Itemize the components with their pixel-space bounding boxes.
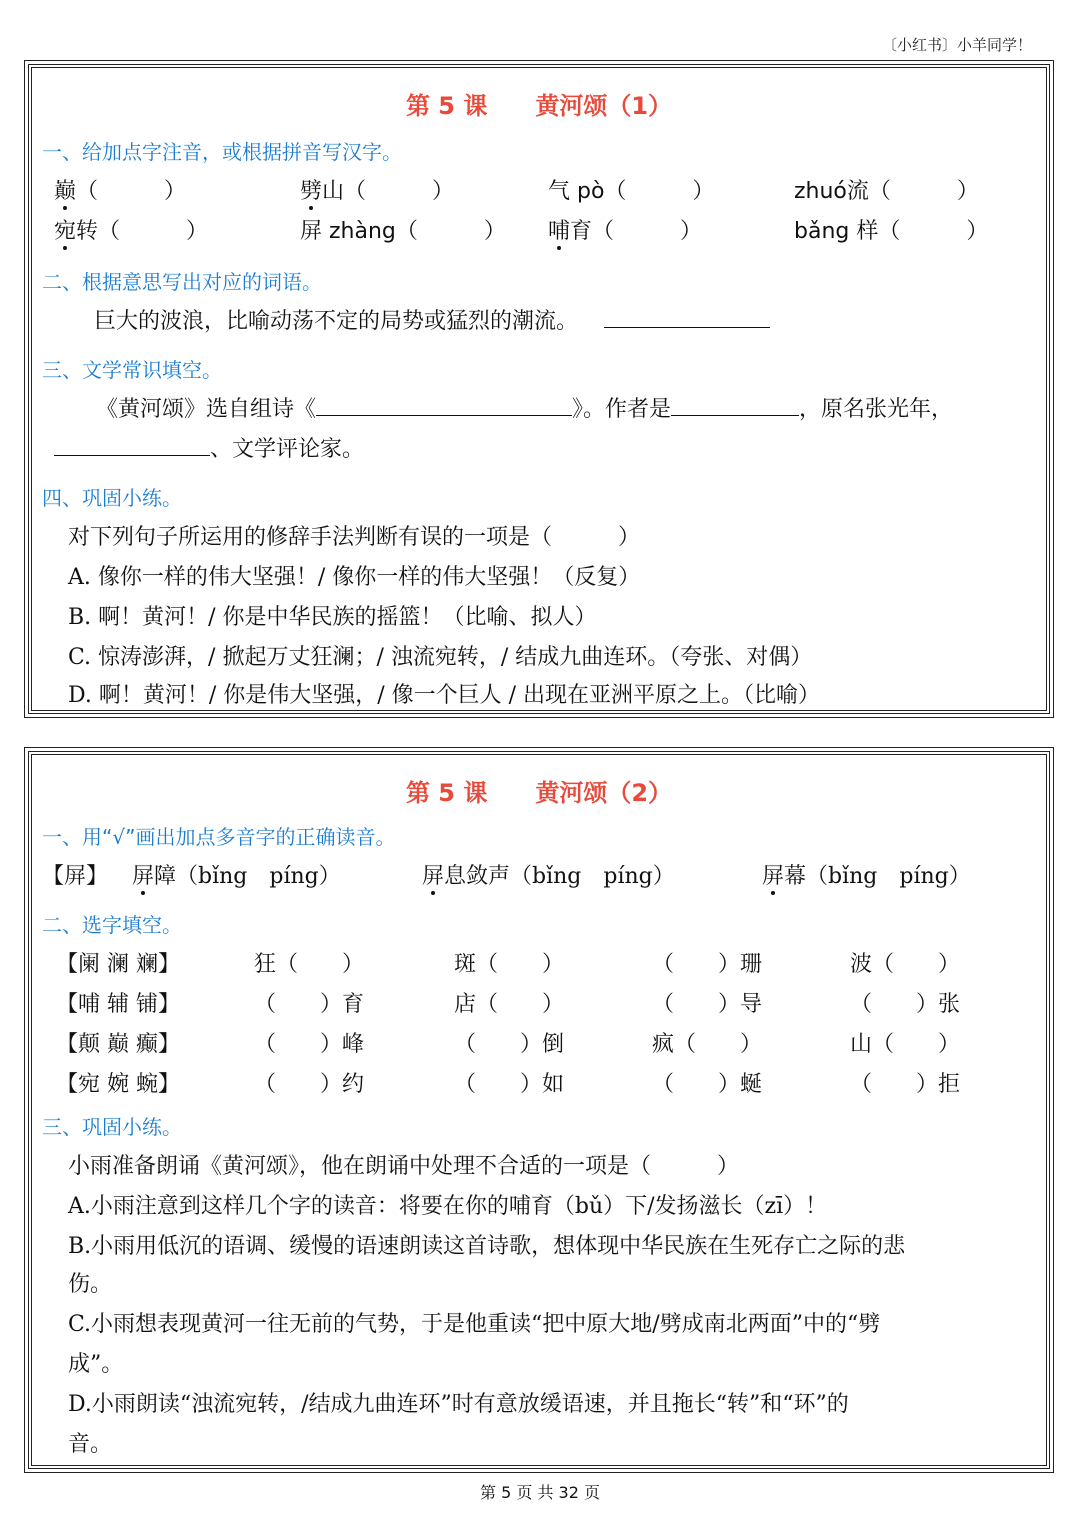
section-heading-2-3: 三、巩固小练。 bbox=[42, 1115, 182, 1139]
source-header: 〔小红书〕小羊同学！ bbox=[881, 36, 1032, 54]
section-heading-1-2: 二、根据意思写出对应的词语。 bbox=[42, 270, 322, 294]
question-3-line1: 《黄河颂》选自组诗《 》。作者是 ，原名张光年， bbox=[96, 397, 954, 422]
fill-cell: （ ）约 bbox=[254, 1072, 365, 1097]
char-group: 【宛 婉 蜿】 bbox=[56, 1072, 180, 1097]
item-2-b: 屏 zhàng（ ） bbox=[300, 219, 506, 244]
question-3-line2: 、文学评论家。 bbox=[54, 432, 364, 463]
blank-profession[interactable] bbox=[54, 455, 210, 456]
answer-blank[interactable] bbox=[604, 327, 770, 328]
practice-option-d: D.小雨朗读“浊流宛转，/结成九曲连环”时有意放缓语速，并且拖长“转”和“环”的 bbox=[68, 1392, 849, 1417]
char-group: 【哺 辅 铺】 bbox=[56, 992, 180, 1017]
question-2: 巨大的波浪，比喻动荡不定的局势或猛烈的潮流。 bbox=[94, 304, 770, 335]
practice-option-b-cont: 伤。 bbox=[68, 1272, 113, 1297]
section-heading-1-1: 一、给加点字注音，或根据拼音写汉字。 bbox=[42, 140, 402, 164]
fill-cell: （ ）蜒 bbox=[652, 1072, 763, 1097]
item-2-c: 哺育（ ） bbox=[548, 219, 703, 244]
blank-collection[interactable] bbox=[316, 415, 572, 416]
char-group: 【阑 澜 斓】 bbox=[56, 952, 180, 977]
fill-cell: （ ）倒 bbox=[454, 1032, 565, 1057]
option-b: B. 啊！黄河！/ 你是中华民族的摇篮！（比喻、拟人） bbox=[68, 605, 597, 630]
practice-option-d-cont: 音。 bbox=[68, 1432, 113, 1457]
item-2-a: 宛转（ ） bbox=[54, 219, 209, 244]
polyphone-word-2: 屏息敛声（bǐng píng） bbox=[422, 864, 675, 889]
fill-cell: （ ）育 bbox=[254, 992, 365, 1017]
practice-option-c-cont: 成”。 bbox=[68, 1352, 124, 1377]
char-group: 【颠 巅 癫】 bbox=[56, 1032, 180, 1057]
lesson-name: 黄河颂（1） bbox=[535, 92, 673, 120]
fill-cell: 波（ ） bbox=[850, 952, 961, 977]
item-1-d: zhuó流（ ） bbox=[794, 179, 979, 204]
section-heading-2-2: 二、选字填空。 bbox=[42, 913, 182, 937]
item-1-b: 劈山（ ） bbox=[300, 179, 455, 204]
fill-cell: （ ）峰 bbox=[254, 1032, 365, 1057]
option-d: D. 啊！黄河！/ 你是伟大坚强，/ 像一个巨人 / 出现在亚洲平原之上。（比喻） bbox=[68, 683, 821, 708]
option-c: C. 惊涛澎湃，/ 掀起万丈狂澜；/ 浊流宛转，/ 结成九曲连环。（夸张、对偶） bbox=[68, 645, 813, 670]
fill-cell: （ ）张 bbox=[850, 992, 961, 1017]
item-1-c: 气 pò（ ） bbox=[548, 179, 715, 204]
fill-cell: （ ）珊 bbox=[652, 952, 763, 977]
polyphone-word-1: 屏障（bǐng píng） bbox=[132, 864, 341, 889]
page-number: 第 5 页 共 32 页 bbox=[480, 1483, 600, 1502]
practice-option-a: A.小雨注意到这样几个字的读音：将要在你的哺育（bǔ）下/发扬滋长（zī）！ bbox=[68, 1194, 828, 1219]
lesson-number: 第 5 课 bbox=[405, 779, 488, 807]
practice-option-b: B.小雨用低沉的语调、缓慢的语速朗读这首诗歌，想体现中华民族在生死存亡之际的悲 bbox=[68, 1234, 906, 1259]
polyphone-word-3: 屏幕（bǐng píng） bbox=[762, 864, 971, 889]
practice-question: 小雨准备朗诵《黄河颂》，他在朗诵中处理不合适的一项是（ ） bbox=[68, 1154, 740, 1179]
option-a: A. 像你一样的伟大坚强！/ 像你一样的伟大坚强！（反复） bbox=[68, 565, 641, 590]
exercise-box-2 bbox=[28, 751, 1050, 1469]
polyphone-bracket: 【屏】 bbox=[42, 864, 109, 889]
blank-author[interactable] bbox=[671, 415, 799, 416]
lesson-title-1 bbox=[32, 86, 1046, 121]
section-heading-1-4: 四、巩固小练。 bbox=[42, 486, 182, 510]
fill-cell: （ ）拒 bbox=[850, 1072, 961, 1097]
fill-cell: （ ）如 bbox=[454, 1072, 565, 1097]
section-heading-2-1: 一、用“√”画出加点多音字的正确读音。 bbox=[42, 825, 396, 849]
fill-cell: 疯（ ） bbox=[652, 1032, 763, 1057]
lesson-name: 黄河颂（2） bbox=[535, 779, 673, 807]
practice-option-c: C.小雨想表现黄河一往无前的气势，于是他重读“把中原大地/劈成南北两面”中的“劈 bbox=[68, 1312, 881, 1337]
lesson-number: 第 5 课 bbox=[405, 92, 488, 120]
item-1-a: 巅（ ） bbox=[54, 179, 187, 204]
fill-cell: 斑（ ） bbox=[454, 952, 565, 977]
exercise-box-1 bbox=[28, 64, 1050, 714]
fill-cell: 山（ ） bbox=[850, 1032, 961, 1057]
lesson-title-2 bbox=[32, 773, 1046, 808]
item-2-d: bǎng 样（ ） bbox=[794, 219, 989, 244]
fill-cell: （ ）导 bbox=[652, 992, 763, 1017]
question-4: 对下列句子所运用的修辞手法判断有误的一项是（ ） bbox=[68, 525, 641, 550]
fill-cell: 狂（ ） bbox=[254, 952, 365, 977]
fill-cell: 店（ ） bbox=[454, 992, 565, 1017]
section-heading-1-3: 三、文学常识填空。 bbox=[42, 358, 222, 382]
